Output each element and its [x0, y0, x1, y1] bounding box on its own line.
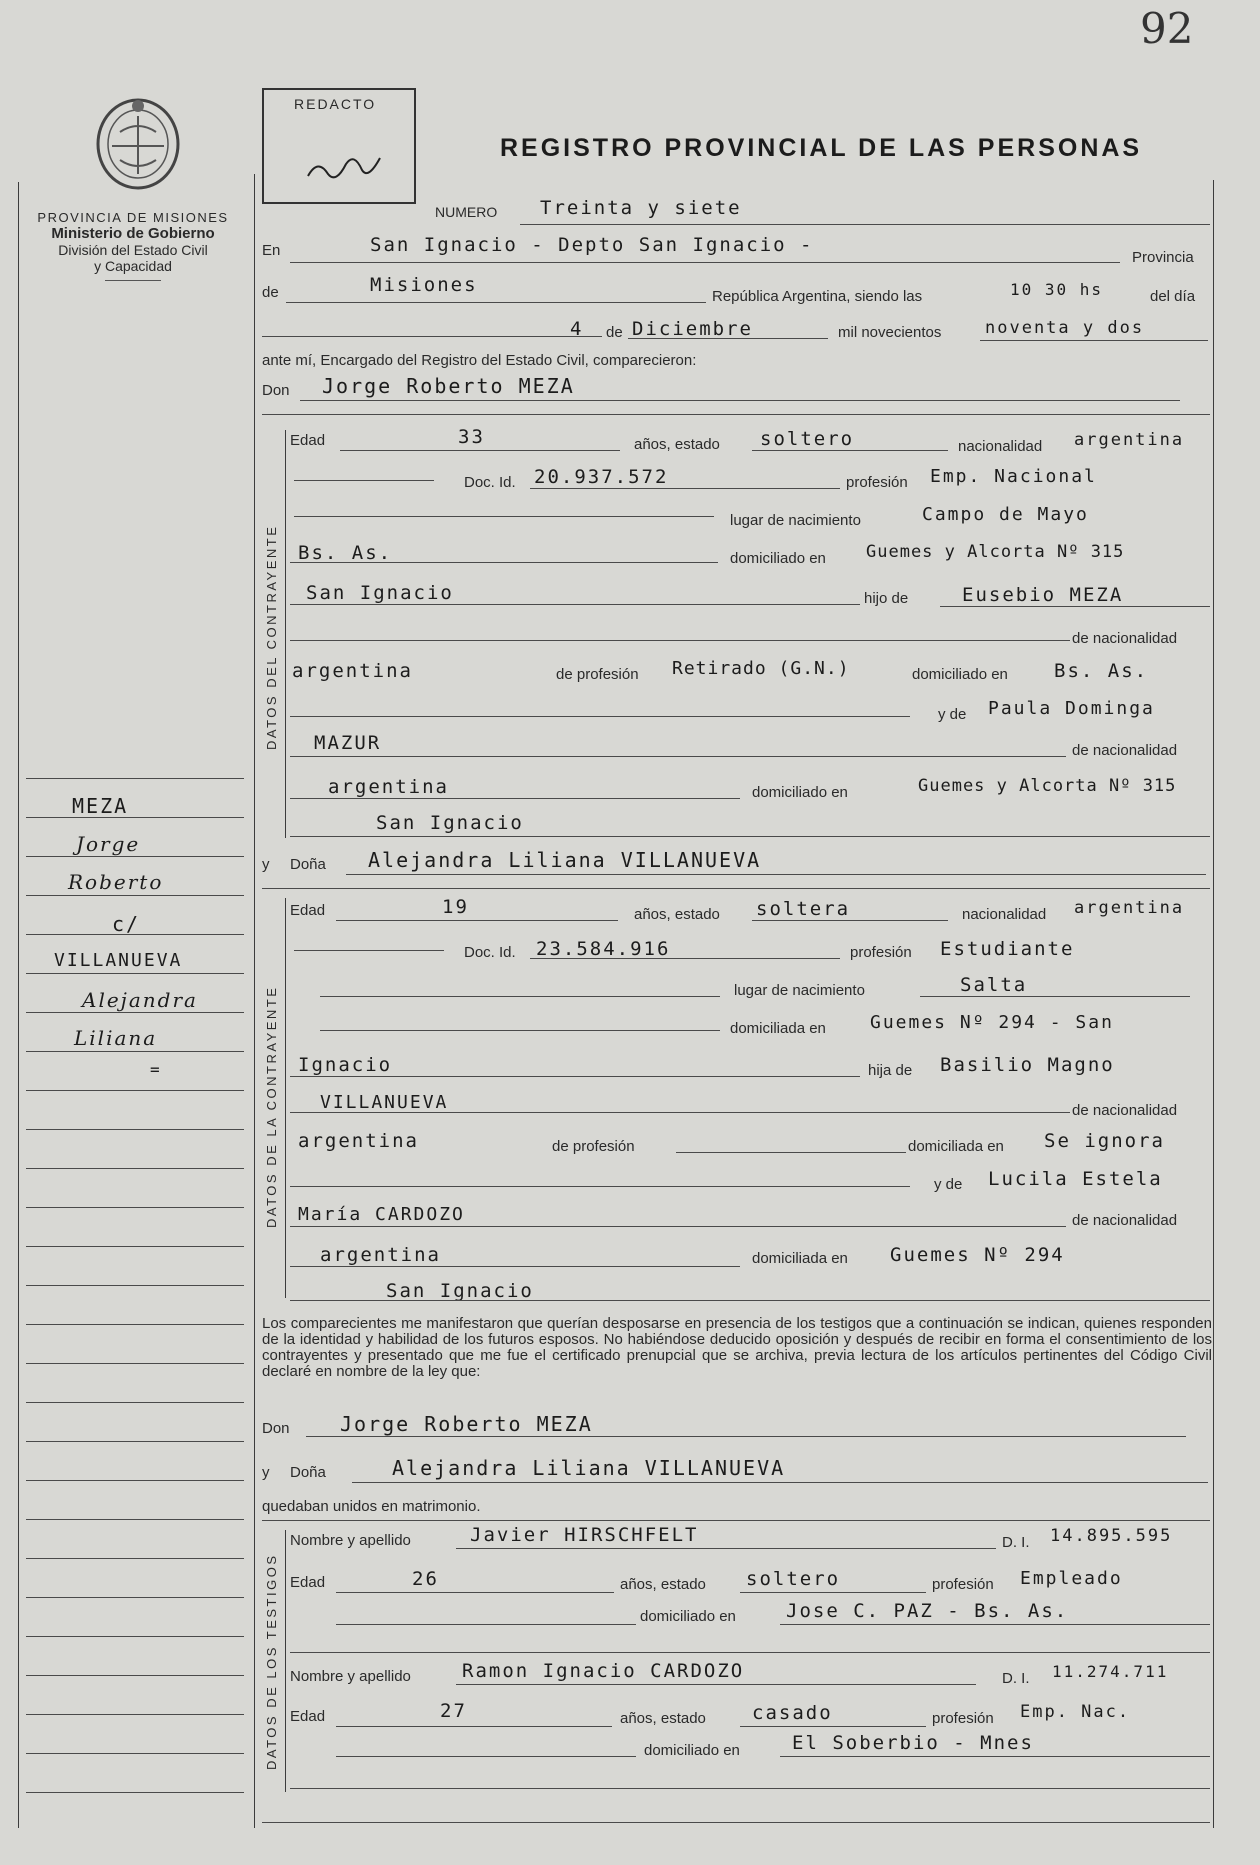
- domiciliado-label-2: domiciliado en: [912, 666, 1008, 683]
- margin-rule-line: [26, 1402, 244, 1403]
- hijo-de-label: hijo de: [864, 590, 909, 607]
- contrayenta-profesion: Estudiante: [940, 938, 1075, 960]
- profesion-label-2: profesión: [850, 944, 912, 961]
- t2-estado: casado: [752, 1702, 833, 1724]
- t2-domicilio-label: domiciliado en: [644, 1742, 740, 1759]
- t2-edad: 27: [440, 1700, 467, 1722]
- margin-rule-line: [26, 895, 244, 896]
- contrayenta-madre-nacionalidad: argentina: [320, 1244, 441, 1266]
- margin-note-line: Alejandra: [82, 988, 198, 1012]
- section-label-contrayente: DATOS DEL CONTRAYENTE: [264, 524, 279, 750]
- t1-nombre: Javier HIRSCHFELT: [470, 1524, 699, 1546]
- margin-rule-line: [26, 1441, 244, 1442]
- t2-di: 11.274.711: [1052, 1662, 1169, 1681]
- domiciliado-label: domiciliado en: [730, 550, 826, 567]
- margin-rule-line: [26, 1363, 244, 1364]
- redacto-signature-icon: [302, 140, 392, 190]
- ante-label: ante mí, Encargado del Registro del Estado Civil, comparecieron:: [262, 352, 697, 369]
- contrayente-padre: Eusebio MEZA: [962, 584, 1124, 606]
- domiciliado-label-3: domiciliado en: [752, 784, 848, 801]
- section-label-contrayenta: DATOS DE LA CONTRAYENTE: [264, 985, 279, 1228]
- lugar-nac-label-2: lugar de nacimiento: [734, 982, 865, 999]
- contrayenta-nombre: Alejandra Liliana VILLANUEVA: [368, 848, 762, 872]
- nacionalidad-label-2: nacionalidad: [962, 906, 1047, 923]
- contrayente-madre-2: MAZUR: [314, 732, 382, 754]
- t1-nombre-label: Nombre y apellido: [290, 1532, 411, 1549]
- mil-label: mil novecientos: [838, 324, 942, 341]
- contrayenta-padre-nacionalidad: argentina: [298, 1130, 419, 1152]
- contrayenta-doc-id: 23.584.916: [536, 938, 671, 960]
- de-value: Misiones: [370, 274, 478, 296]
- margin-rule-line: [26, 934, 244, 935]
- t1-estado: soltero: [746, 1568, 841, 1590]
- de-profesion-label-2: de profesión: [552, 1138, 635, 1155]
- numero-value: Treinta y siete: [540, 197, 742, 219]
- numero-label: NUMERO: [435, 204, 498, 220]
- contrayenta-padre-domicilio: Se ignora: [1044, 1130, 1165, 1152]
- margin-rule-line: [26, 1480, 244, 1481]
- margin-note-line: MEZA: [72, 794, 129, 818]
- decl-closing: quedaban unidos en matrimonio.: [262, 1498, 481, 1515]
- contrayente-madre-nacionalidad: argentina: [328, 776, 449, 798]
- contrayenta-estado: soltera: [756, 898, 851, 920]
- anios-estado-label: años, estado: [634, 436, 720, 453]
- contrayente-lugar-nac: Campo de Mayo: [922, 504, 1089, 525]
- margin-rule-line: [26, 1519, 244, 1520]
- contrayente-profesion: Emp. Nacional: [930, 466, 1097, 487]
- contrayente-nacionalidad: argentina: [1074, 430, 1185, 450]
- domiciliada-label-3: domiciliada en: [752, 1250, 848, 1267]
- contrayenta-edad: 19: [442, 896, 469, 918]
- decl-dona-label: Doña: [290, 1464, 326, 1481]
- anio-value: noventa y dos: [985, 318, 1145, 338]
- margin-rule-line: [26, 1558, 244, 1559]
- margin-rule-line: [26, 817, 244, 818]
- institution-division: División del Estado Civil: [58, 242, 208, 258]
- y-label: y: [262, 856, 270, 873]
- margin-rule-line: [26, 1285, 244, 1286]
- edad-label: Edad: [290, 432, 326, 449]
- contrayenta-padre: Basilio Magno: [940, 1054, 1115, 1076]
- de-nacionalidad-label-4: de nacionalidad: [1072, 1212, 1178, 1229]
- margin-rule-line: [26, 1129, 244, 1130]
- t2-profesion-label: profesión: [932, 1710, 994, 1727]
- contrayente-domicilio: Guemes y Alcorta Nº 315: [866, 542, 1125, 562]
- lugar-nac-label: lugar de nacimiento: [730, 512, 861, 529]
- margin-rule-line: [26, 1246, 244, 1247]
- margin-note-line: VILLANUEVA: [54, 950, 183, 971]
- contrayente-padre-profesion: Retirado (G.N.): [672, 658, 850, 679]
- de-mes-label: de: [606, 324, 623, 341]
- contrayenta-lugar-nac: Salta: [960, 974, 1028, 996]
- nacionalidad-label: nacionalidad: [958, 438, 1043, 455]
- decl-don-value: Jorge Roberto MEZA: [340, 1412, 593, 1436]
- redacto-label: REDACTO: [294, 96, 377, 112]
- contrayente-estado: soltero: [760, 428, 855, 450]
- contrayenta-madre-2: María CARDOZO: [298, 1204, 465, 1225]
- t1-edad-label: Edad: [290, 1574, 326, 1591]
- republica-label: República Argentina, siendo las: [712, 288, 923, 305]
- mes-value: Diciembre: [632, 318, 753, 340]
- t2-domicilio: El Soberbio - Mnes: [792, 1732, 1034, 1754]
- margin-rule-line: [26, 1207, 244, 1208]
- redacto-box: [262, 88, 416, 204]
- t1-domicilio-label: domiciliado en: [640, 1608, 736, 1625]
- institution-ministry: Ministerio de Gobierno: [51, 225, 215, 242]
- y-de-label: y de: [938, 706, 967, 723]
- t2-nombre-label: Nombre y apellido: [290, 1668, 411, 1685]
- margin-note-line: Liliana: [74, 1026, 158, 1050]
- en-label: En: [262, 242, 281, 259]
- del-dia-label: del día: [1150, 288, 1196, 305]
- hija-de-label: hija de: [868, 1062, 913, 1079]
- t1-domicilio: Jose C. PAZ - Bs. As.: [786, 1600, 1069, 1622]
- en-value: San Ignacio - Depto San Ignacio -: [370, 234, 814, 256]
- margin-rule-line: [26, 1168, 244, 1169]
- contrayente-padre-domicilio: Bs. As.: [1054, 660, 1149, 682]
- margin-rule-line: [26, 1324, 244, 1325]
- margin-rule-line: [26, 1792, 244, 1793]
- domiciliada-label-2: domiciliada en: [908, 1138, 1004, 1155]
- contrayente-edad: 33: [458, 426, 485, 448]
- contrayente-madre-domicilio-2: San Ignacio: [376, 812, 524, 834]
- contrayente-domicilio-2: San Ignacio: [306, 582, 454, 604]
- de-label: de: [262, 284, 279, 301]
- y-de-label-2: y de: [934, 1176, 963, 1193]
- t1-profesion: Empleado: [1020, 1568, 1123, 1589]
- margin-rule-line: [26, 1675, 244, 1676]
- margin-rule-line: [26, 778, 244, 779]
- institution-province: PROVINCIA DE MISIONES: [37, 210, 229, 225]
- decl-y-label: y: [262, 1464, 270, 1481]
- contrayente-padre-nacionalidad: argentina: [292, 660, 413, 682]
- margin-rule-line: [26, 1753, 244, 1754]
- don-label: Don: [262, 382, 290, 399]
- t2-edad-label: Edad: [290, 1708, 326, 1725]
- t1-di-label: D. I.: [1002, 1534, 1030, 1551]
- t1-di: 14.895.595: [1050, 1526, 1173, 1546]
- margin-rule-line: [26, 973, 244, 974]
- contrayente-lugar-nac-2: Bs. As.: [298, 542, 393, 564]
- margin-rule-line: [26, 856, 244, 857]
- t1-profesion-label: profesión: [932, 1576, 994, 1593]
- contrayenta-domicilio: Guemes Nº 294 - San: [870, 1012, 1114, 1033]
- dia-value: 4: [570, 318, 584, 340]
- contrayente-madre: Paula Dominga: [988, 698, 1155, 719]
- contrayente-madre-domicilio: Guemes y Alcorta Nº 315: [918, 776, 1177, 796]
- anios-estado-label-2: años, estado: [634, 906, 720, 923]
- decl-dona-value: Alejandra Liliana VILLANUEVA: [392, 1456, 786, 1480]
- declaration-paragraph: Los comparecientes me manifestaron que querían desposarse en presencia de los testigos que a continuación se indican, quienes responden de la identidad y habilidad de los futuros esposos. No habiéndose deducido oposición y después de recibir en forma el consentimiento de los contrayentes y presentado que me fue el certificado prenupcial que se archiva, previa lectura de los artículos pertinentes del Código Civil declaré en nombre de la ley que:: [262, 1315, 1212, 1380]
- don-value: Jorge Roberto MEZA: [322, 374, 575, 398]
- margin-note-line: Jorge: [76, 832, 141, 856]
- margin-rule-line: [26, 1090, 244, 1091]
- de-nacionalidad-label-3: de nacionalidad: [1072, 1102, 1178, 1119]
- page-title: REGISTRO PROVINCIAL DE LAS PERSONAS: [500, 134, 1143, 162]
- institution-capacity: y Capacidad: [94, 258, 172, 274]
- margin-rule-line: [26, 1012, 244, 1013]
- de-profesion-label: de profesión: [556, 666, 639, 683]
- t1-estado-label: años, estado: [620, 1576, 706, 1593]
- provincial-seal-icon: [92, 94, 184, 192]
- margin-rule-line: [26, 1051, 244, 1052]
- t2-profesion: Emp. Nac.: [1020, 1702, 1131, 1722]
- contrayenta-domicilio-2: Ignacio: [298, 1054, 393, 1076]
- provincia-label: Provincia: [1132, 249, 1194, 266]
- contrayente-doc-id: 20.937.572: [534, 466, 669, 488]
- doc-id-label-2: Doc. Id.: [464, 944, 516, 961]
- t2-nombre: Ramon Ignacio CARDOZO: [462, 1660, 745, 1682]
- doc-id-label: Doc. Id.: [464, 474, 516, 491]
- contrayenta-padre-2: VILLANUEVA: [320, 1092, 449, 1113]
- contrayenta-nacionalidad: argentina: [1074, 898, 1185, 918]
- profesion-label: profesión: [846, 474, 908, 491]
- margin-rule-line: [26, 1636, 244, 1637]
- t2-di-label: D. I.: [1002, 1670, 1030, 1687]
- contrayenta-madre-domicilio: Guemes Nº 294: [890, 1244, 1065, 1266]
- contrayenta-madre-domicilio-2: San Ignacio: [386, 1280, 534, 1302]
- t1-edad: 26: [412, 1568, 439, 1590]
- contrayenta-madre: Lucila Estela: [988, 1168, 1163, 1190]
- domiciliada-label: domiciliada en: [730, 1020, 826, 1037]
- margin-rule-line: [26, 1597, 244, 1598]
- page-number: 92: [1140, 4, 1194, 53]
- de-nacionalidad-label: de nacionalidad: [1072, 630, 1178, 647]
- section-label-testigos: DATOS DE LOS TESTIGOS: [264, 1553, 279, 1770]
- dona-label: Doña: [290, 856, 326, 873]
- margin-note-line: =: [150, 1060, 162, 1079]
- t2-estado-label: años, estado: [620, 1710, 706, 1727]
- decl-don-label: Don: [262, 1420, 290, 1437]
- margin-note-line: Roberto: [68, 870, 164, 894]
- margin-rule-line: [26, 1714, 244, 1715]
- edad-label-2: Edad: [290, 902, 326, 919]
- de-nacionalidad-label-2: de nacionalidad: [1072, 742, 1178, 759]
- hora-value: 10 30 hs: [1010, 280, 1104, 299]
- margin-note-line: c/: [112, 912, 141, 936]
